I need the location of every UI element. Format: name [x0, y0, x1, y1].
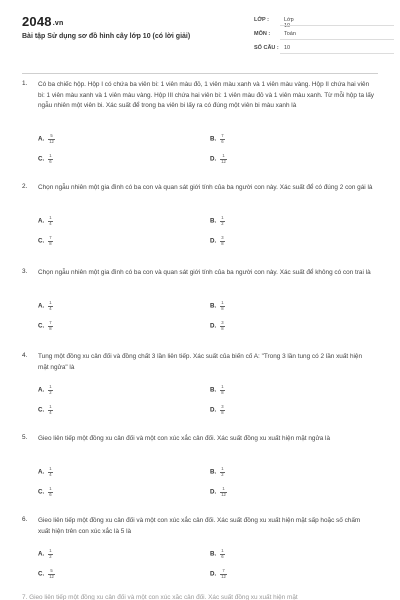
question-number: 1.	[22, 80, 28, 87]
option-label: C.	[38, 156, 45, 164]
fraction-numerator: 1	[220, 154, 227, 160]
fraction-denominator: 8	[221, 389, 224, 395]
option-label: A.	[38, 302, 45, 310]
answer-option-d[interactable]	[210, 569, 227, 579]
option-fraction	[48, 467, 52, 477]
option-label: C.	[38, 488, 45, 496]
fraction-denominator: 12	[221, 158, 226, 164]
answer-option-c[interactable]	[38, 569, 55, 579]
meta-divider	[280, 25, 394, 26]
fraction-numerator: 7	[49, 320, 52, 326]
fraction-denominator: 2	[221, 220, 224, 226]
site-logo[interactable]	[22, 14, 63, 29]
fraction-numerator: 3	[221, 320, 224, 326]
option-label: D.	[210, 156, 217, 164]
header	[0, 0, 400, 64]
option-label: D.	[210, 570, 217, 578]
answer-option-b[interactable]	[210, 216, 225, 226]
answer-option-a[interactable]	[38, 216, 53, 226]
option-fraction	[48, 216, 52, 226]
question-number: 3.	[22, 268, 28, 275]
page-title: Bài tập Sử dụng sơ đồ hình cây lớp 10 (có lời giải)	[22, 33, 191, 40]
option-fraction	[48, 154, 52, 164]
fraction-denominator: 8	[221, 240, 224, 246]
meta-class-label: LỚP :	[254, 17, 269, 23]
question-text: Chọn ngẫu nhiên một gia đình có ba con và quan sát giới tính của ba người con này. Xác suất để có đúng 2 con gái là	[38, 184, 373, 191]
fraction-numerator: 1	[49, 548, 52, 554]
fraction-numerator: 1	[220, 487, 227, 493]
meta-class-value: Lớp 10	[284, 17, 294, 29]
option-fraction	[48, 549, 52, 559]
fraction-numerator: 7	[220, 569, 227, 575]
option-fraction	[220, 301, 224, 311]
option-fraction	[48, 487, 52, 497]
option-fraction	[220, 321, 224, 331]
fraction-numerator: 1	[49, 215, 52, 221]
option-label: C.	[38, 570, 45, 578]
option-fraction	[220, 549, 224, 559]
fraction-numerator: 1	[221, 215, 224, 221]
option-fraction	[220, 467, 224, 477]
option-label: B.	[210, 386, 217, 394]
fraction-numerator: 1	[221, 300, 224, 306]
fraction-denominator: 6	[221, 138, 224, 144]
answer-option-c[interactable]	[38, 487, 53, 497]
fraction-numerator: 1	[49, 384, 52, 390]
meta-subject-value: Toán	[284, 31, 296, 37]
fraction-numerator: 3	[221, 404, 224, 410]
meta-divider	[280, 39, 394, 40]
option-fraction	[48, 134, 55, 144]
logo-text: 2048	[22, 14, 52, 29]
fraction-denominator: 6	[49, 158, 52, 164]
fraction-denominator: 8	[221, 409, 224, 415]
fraction-denominator: 8	[221, 305, 224, 311]
option-fraction	[48, 405, 52, 415]
fraction-denominator: 12	[221, 491, 226, 497]
option-label: D.	[210, 322, 217, 330]
fraction-denominator: 4	[49, 471, 52, 477]
answer-option-d[interactable]	[210, 236, 225, 246]
answer-option-c[interactable]	[38, 236, 53, 246]
option-fraction	[220, 487, 227, 497]
question-number: 2.	[22, 183, 28, 190]
fraction-denominator: 6	[221, 553, 224, 559]
answer-option-a[interactable]	[38, 549, 53, 559]
answer-option-c[interactable]	[38, 154, 53, 164]
fraction-denominator: 12	[221, 573, 226, 579]
option-fraction	[220, 236, 224, 246]
answer-option-c[interactable]	[38, 321, 53, 331]
option-label: A.	[38, 136, 45, 144]
question-text: Gieo liên tiếp một đồng xu cân đối và một con xúc xắc cân đối. Xác suất đồng xu xuất hiện mặt ngửa là	[38, 435, 331, 442]
option-label: A.	[38, 550, 45, 558]
option-label: A.	[38, 468, 45, 476]
option-label: D.	[210, 237, 217, 245]
fraction-numerator: 1	[49, 153, 52, 159]
option-label: A.	[38, 217, 45, 225]
option-fraction	[220, 569, 227, 579]
fraction-numerator: 1	[49, 486, 52, 492]
fraction-numerator: 1	[49, 404, 52, 410]
question-text: Tung một đồng xu cân đối và đồng chất 3 lần liên tiếp. Xác suất của biến cố A: "Trong 3 lần tung có 2 lần xuất hiện mặt ngửa" là	[38, 353, 363, 371]
option-fraction	[48, 385, 52, 395]
question-text: Có ba chiếc hộp. Hộp I có chứa ba viên bi: 1 viên màu đỏ, 1 viên màu xanh và 1 viên màu vàng. Hộp II chứa hai viên bi: 1 viên màu xanh và 1 viên màu vàng. Hộp III chứa hai viên bi: 1 viên màu đỏ và 1 viên màu xanh. Từ mỗi hộp ta lấy ngẫu nhiên một viên bi. Xác suất để trong ba viên bi lấy ra có đúng một viên bi màu xanh là	[38, 81, 374, 110]
option-label: C.	[38, 237, 45, 245]
option-label: B.	[210, 217, 217, 225]
fraction-denominator: 4	[49, 305, 52, 311]
option-fraction	[220, 385, 224, 395]
answer-option-d[interactable]	[210, 321, 225, 331]
fraction-denominator: 8	[49, 240, 52, 246]
answer-option-b[interactable]	[210, 134, 225, 144]
answer-option-a[interactable]	[38, 385, 53, 395]
question-number: 4.	[22, 352, 28, 359]
answer-option-b[interactable]	[210, 467, 225, 477]
option-label: B.	[210, 468, 217, 476]
option-fraction	[48, 236, 52, 246]
fraction-denominator: 12	[49, 138, 54, 144]
question-number: 6.	[22, 516, 28, 523]
fraction-numerator: 1	[221, 466, 224, 472]
meta-count-label: SỐ CÂU :	[254, 45, 279, 51]
answer-option-d[interactable]	[210, 487, 227, 497]
fraction-denominator: 8	[221, 325, 224, 331]
header-divider	[22, 73, 378, 74]
fraction-denominator: 12	[49, 573, 54, 579]
fraction-denominator: 2	[49, 553, 52, 559]
option-fraction	[48, 301, 52, 311]
fraction-numerator: 7	[49, 235, 52, 241]
answer-option-b[interactable]	[210, 549, 225, 559]
option-label: D.	[210, 488, 217, 496]
answer-option-d[interactable]	[210, 405, 225, 415]
fraction-numerator: 7	[221, 133, 224, 139]
answer-option-c[interactable]	[38, 405, 53, 415]
answer-option-a[interactable]	[38, 134, 55, 144]
option-fraction	[220, 216, 224, 226]
answer-option-d[interactable]	[210, 154, 227, 164]
meta-count-value: 10	[284, 45, 291, 51]
fraction-denominator: 4	[49, 409, 52, 415]
option-fraction	[48, 321, 52, 331]
option-label: A.	[38, 386, 45, 394]
option-fraction	[48, 569, 55, 579]
option-label: B.	[210, 136, 217, 144]
option-label: D.	[210, 406, 217, 414]
option-label: C.	[38, 406, 45, 414]
fraction-denominator: 4	[49, 220, 52, 226]
answer-option-b[interactable]	[210, 301, 225, 311]
fraction-numerator: 1	[49, 300, 52, 306]
fraction-numerator: 1	[221, 548, 224, 554]
option-fraction	[220, 134, 224, 144]
fraction-denominator: 2	[49, 389, 52, 395]
answer-option-a[interactable]	[38, 467, 53, 477]
meta-subject-label: MÔN :	[254, 31, 271, 37]
fraction-numerator: 1	[221, 384, 224, 390]
truncated-next-question: 7. Gieo liên tiếp một đồng xu cân đối và một con xúc xắc cân đối. Xác suất đồng xu xuất hiện mặt	[22, 594, 298, 600]
fraction-denominator: 2	[221, 471, 224, 477]
fraction-denominator: 6	[49, 491, 52, 497]
option-label: B.	[210, 302, 217, 310]
fraction-numerator: 5	[48, 134, 55, 140]
answer-option-b[interactable]	[210, 385, 225, 395]
question-number: 5.	[22, 434, 28, 441]
meta-divider	[280, 53, 394, 54]
answer-option-a[interactable]	[38, 301, 53, 311]
option-label: C.	[38, 322, 45, 330]
logo-suffix: .vn	[52, 20, 64, 27]
option-fraction	[220, 405, 224, 415]
question-text: Chọn ngẫu nhiên một gia đình có ba con và quan sát giới tính của ba người con này. Xác suất để không có con trai là	[38, 269, 371, 276]
option-label: B.	[210, 550, 217, 558]
fraction-numerator: 1	[49, 466, 52, 472]
fraction-numerator: 5	[48, 569, 55, 575]
fraction-denominator: 8	[49, 325, 52, 331]
fraction-numerator: 3	[221, 235, 224, 241]
option-fraction	[220, 154, 227, 164]
question-text: Gieo liên tiếp một đồng xu cân đối và một con xúc xắc cân đối. Xác suất đồng xu xuất hiện mặt sấp hoặc số chấm xuất hiện trên con xúc xắc là 5 là	[38, 517, 361, 535]
